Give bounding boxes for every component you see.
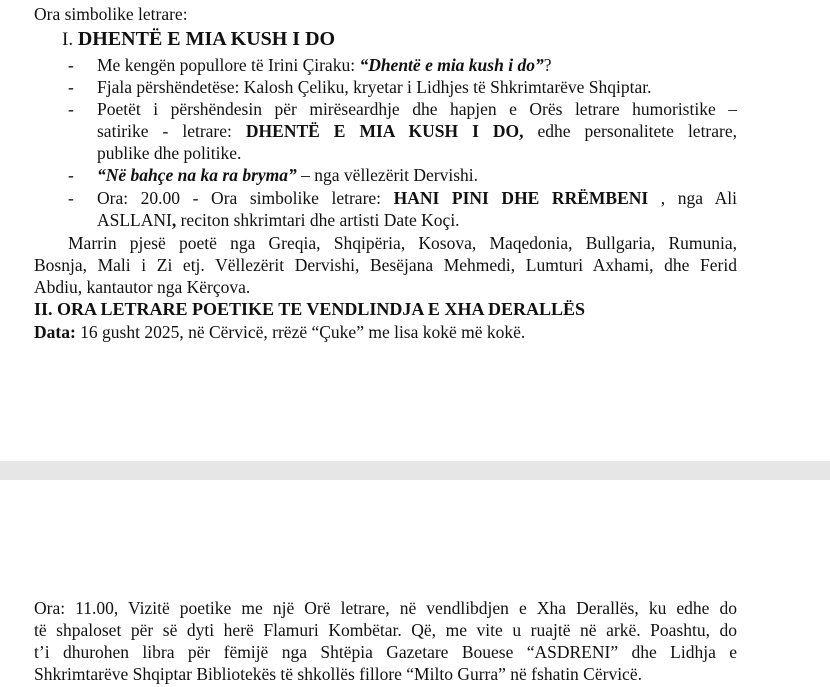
list-item-ora-line2 <box>97 210 737 231</box>
bullet-dash: - <box>68 99 74 119</box>
list-item-poets-line1 <box>97 99 737 120</box>
item3-line1: Poetët i përshëndesin për mirëseardhje dhe hapjen e Orës letrare humoristike – <box>97 99 737 119</box>
item5-line1-pre: Ora: 20.00 - Ora simbolike letrare: <box>97 188 394 208</box>
list-item-poets-line2 <box>97 121 737 142</box>
bullet-dash: - <box>68 55 74 75</box>
item3-line2-bold: DHENTË E MIA KUSH I DO, <box>245 121 524 141</box>
participants-line3 <box>34 277 250 298</box>
item5-line2-pre: ASLLANI <box>97 210 172 230</box>
list-item-song2 <box>97 165 737 186</box>
item4-suffix: – nga vëllezërit Dervishi. <box>296 165 479 185</box>
item3-line3: publike dhe politike. <box>97 143 242 163</box>
visit-text-line2: të shpaloset për së dyti herë Flamuri Kombëtar. Që, me vite u ruajtë në arkë. Poashtu, do <box>34 620 737 640</box>
list-item-song <box>97 55 737 76</box>
date-label: Data: <box>34 322 76 342</box>
paragraph-line2: Bosnja, Mali i Zi etj. Vëllezërit Dervishi, Besëjana Mehmedi, Lumturi Axhami, dhe Ferid <box>34 255 737 275</box>
visit-line1 <box>34 598 737 619</box>
visit-line3 <box>34 642 737 663</box>
visit-text-line3: t’i dhurohen libra për fëmijë nga Shtëpia Gazetare Bouese “ASDRENI” dhe Lidhja e <box>34 642 737 662</box>
item1-text: Me kengën popullore të Irini Çiraku: <box>97 55 360 75</box>
item3-line2-post: edhe personalitete letrare, <box>537 121 737 141</box>
visit-text-line4: Shkrimtarëve Shqiptar Bibliotekës të shkollës fillore “Milto Gurra” në fshatin Cërvicë. <box>34 664 642 684</box>
list-item-greeting <box>97 77 737 98</box>
item5-line2-post: reciton shkrimtari dhe artisti Date Koçi. <box>176 210 460 230</box>
document-page-bottom <box>0 480 830 687</box>
list-item-poets-line3 <box>97 143 737 164</box>
item5-line1-post: , nga Ali <box>660 188 738 208</box>
visit-line2 <box>34 620 737 641</box>
item1-suffix: ? <box>543 55 552 75</box>
item1-emphasis: “Dhentë e mia kush i do” <box>359 55 544 75</box>
intro-text: Ora simbolike letrare: <box>34 4 188 24</box>
item5-line2-bold: , <box>171 210 177 230</box>
participants-line2 <box>34 255 737 276</box>
paragraph-line1: Marrin pjesë poetë nga Greqia, Shqipëria, Kosova, Maqedonia, Bullgaria, Rumunia, <box>68 233 737 253</box>
participants-line1 <box>68 233 737 254</box>
list-item-ora-line1 <box>97 188 737 209</box>
item2-text: Fjala përshëndetëse: Kalosh Çeliku, kryetar i Lidhjes të Shkrimtarëve Shqiptar. <box>97 77 652 97</box>
paragraph-line3: Abdiu, kantautor nga Kërçova. <box>34 277 251 297</box>
bullet-dash: - <box>68 188 74 208</box>
section1-title: DHENTË E MIA KUSH I DO <box>77 28 336 50</box>
date-line <box>34 322 525 343</box>
item4-emphasis: “Në bahçe na ka ra bryma” <box>97 165 297 185</box>
bullet-dash: - <box>68 165 74 185</box>
date-value: 16 gusht 2025, në Cërvicë, rrëzë “Çuke” me lisa kokë më kokë. <box>75 322 526 342</box>
section2-title: II. ORA LETRARE POETIKE TE VENDLINDJA E XHA DERALLËS <box>34 299 585 319</box>
intro-line <box>34 4 188 25</box>
item5-line1-bold: HANI PINI DHE RRËMBENI <box>393 188 649 208</box>
section1-heading <box>62 29 335 50</box>
visit-line4 <box>34 664 642 685</box>
bullet-dash: - <box>68 77 74 97</box>
page-separator <box>0 461 830 480</box>
item3-line2-pre: satirike - letrare: <box>97 121 246 141</box>
section2-heading <box>34 299 585 320</box>
section1-roman: I. <box>62 29 74 50</box>
visit-text-line1: Ora: 11.00, Vizitë poetike me një Orë letrare, në vendlibdjen e Xha Derallës, ku edhe do <box>34 598 737 618</box>
